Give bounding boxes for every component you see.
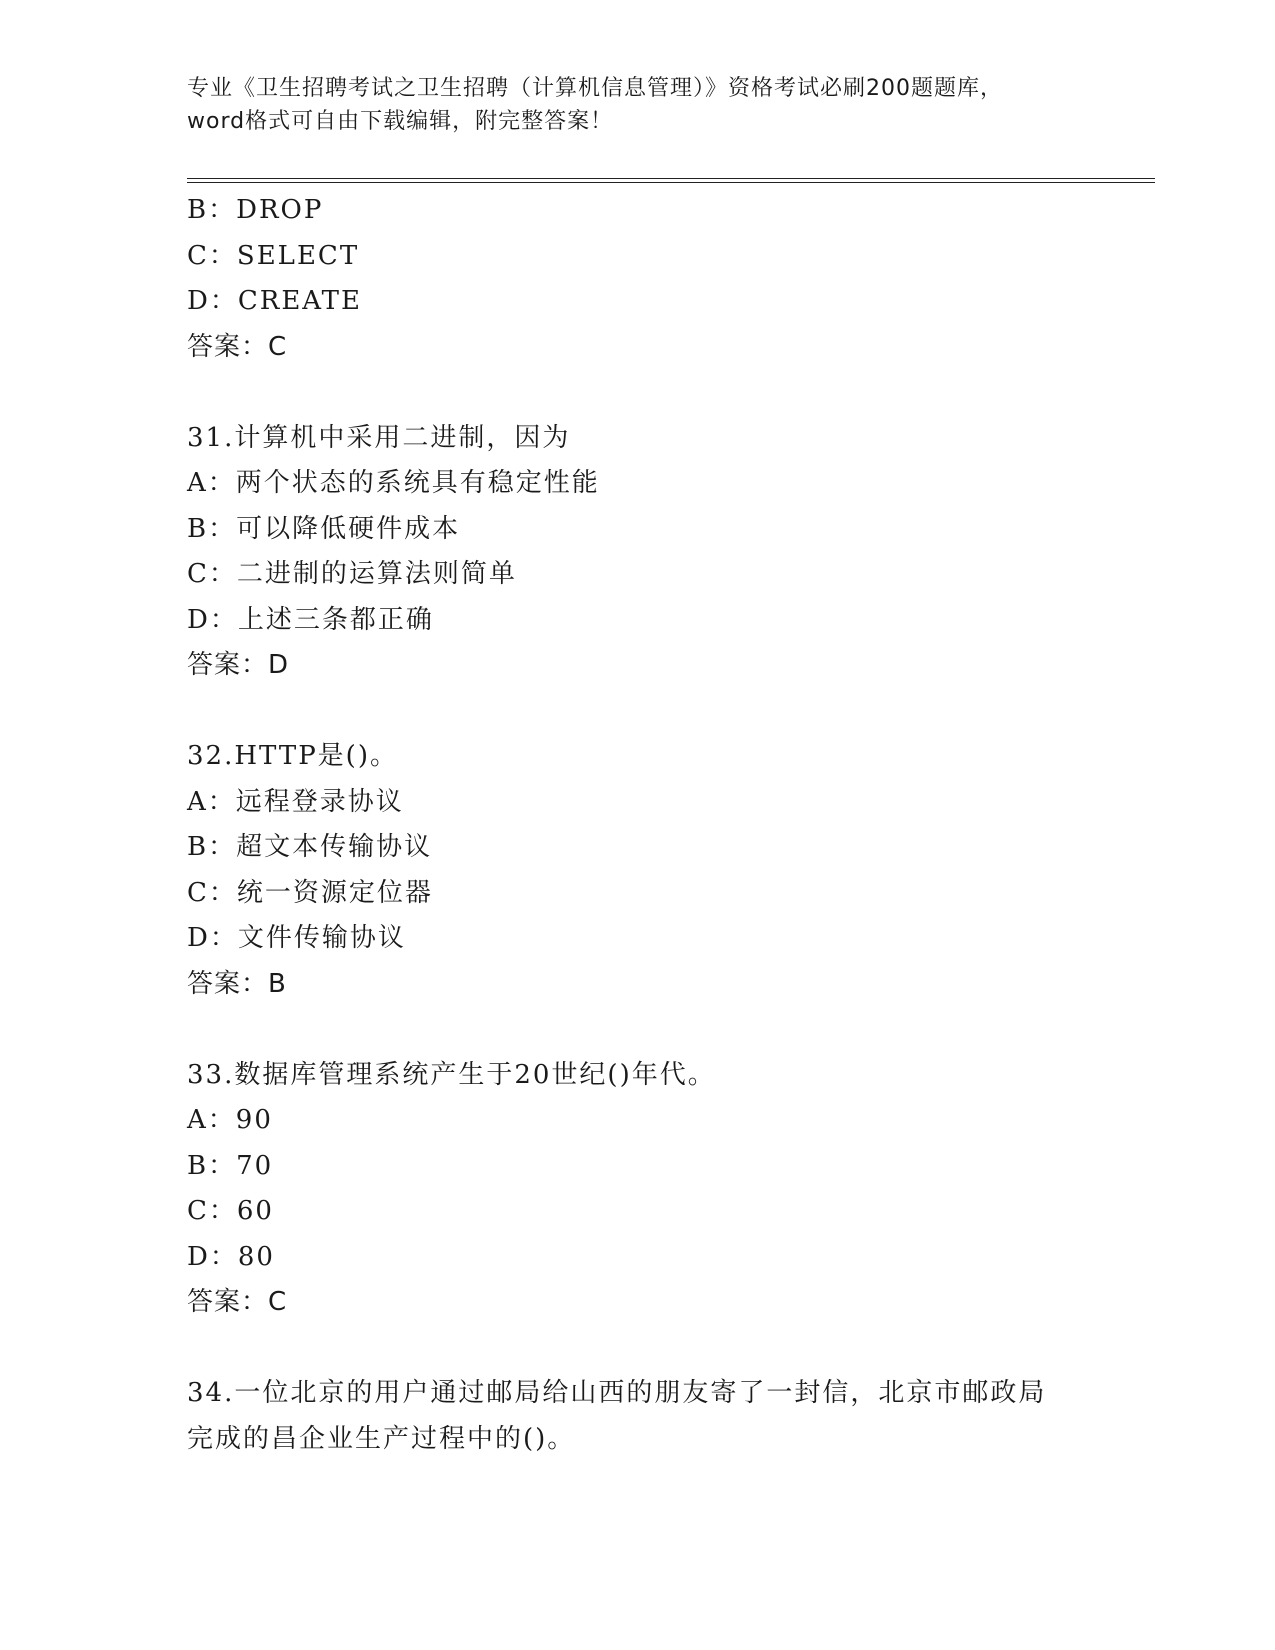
- header-line-1: 专业《卫生招聘考试之卫生招聘（计算机信息管理）》资格考试必刷200题题库，: [187, 76, 1003, 101]
- option-a: A：两个状态的系统具有稳定性能: [187, 468, 600, 498]
- question-title-line-1: 34.一位北京的用户通过邮局给山西的朋友寄了一封信，北京市邮政局: [187, 1378, 1047, 1408]
- option-d: D：上述三条都正确: [187, 604, 434, 635]
- header-line-2: word格式可自由下载编辑，附完整答案！: [187, 109, 614, 134]
- option-d: D：CREATE: [187, 286, 362, 316]
- option-c: C：SELECT: [187, 240, 360, 271]
- question-title: 31.计算机中采用二进制，因为: [187, 422, 571, 453]
- option-b: B：DROP: [187, 195, 324, 225]
- question-title-line-2: 完成的昌企业生产过程中的()。: [187, 1423, 576, 1454]
- option-c: C：二进制的运算法则简单: [187, 559, 517, 589]
- question-list: [187, 188, 1155, 1462]
- answer: 答案：C: [187, 1287, 288, 1317]
- spacer: [187, 1007, 1155, 1053]
- option-d: D：80: [187, 1241, 275, 1272]
- answer: 答案：D: [187, 650, 290, 680]
- answer: 答案：C: [187, 331, 288, 362]
- question-32: [187, 734, 1155, 1007]
- option-c: C：统一资源定位器: [187, 877, 433, 908]
- option-c: C：60: [187, 1196, 274, 1226]
- spacer: [187, 370, 1155, 416]
- header-rule-bottom: [187, 182, 1155, 183]
- option-a: A：远程登录协议: [187, 786, 404, 817]
- question-34: [187, 1371, 1155, 1462]
- header-rule-top: [187, 178, 1155, 179]
- answer: 答案：B: [187, 968, 287, 999]
- question-title: 33.数据库管理系统产生于20世纪()年代。: [187, 1059, 716, 1090]
- spacer: [187, 689, 1155, 735]
- spacer: [187, 1326, 1155, 1372]
- question-30-tail: [187, 188, 1155, 370]
- question-31: [187, 416, 1155, 689]
- question-title: 32.HTTP是()。: [187, 741, 398, 771]
- option-b: B：70: [187, 1150, 274, 1181]
- option-b: B：可以降低硬件成本: [187, 513, 461, 544]
- option-b: B：超文本传输协议: [187, 832, 433, 862]
- option-d: D：文件传输协议: [187, 923, 406, 953]
- document-header: [187, 72, 1087, 138]
- option-a: A：90: [187, 1105, 273, 1135]
- question-33: [187, 1053, 1155, 1326]
